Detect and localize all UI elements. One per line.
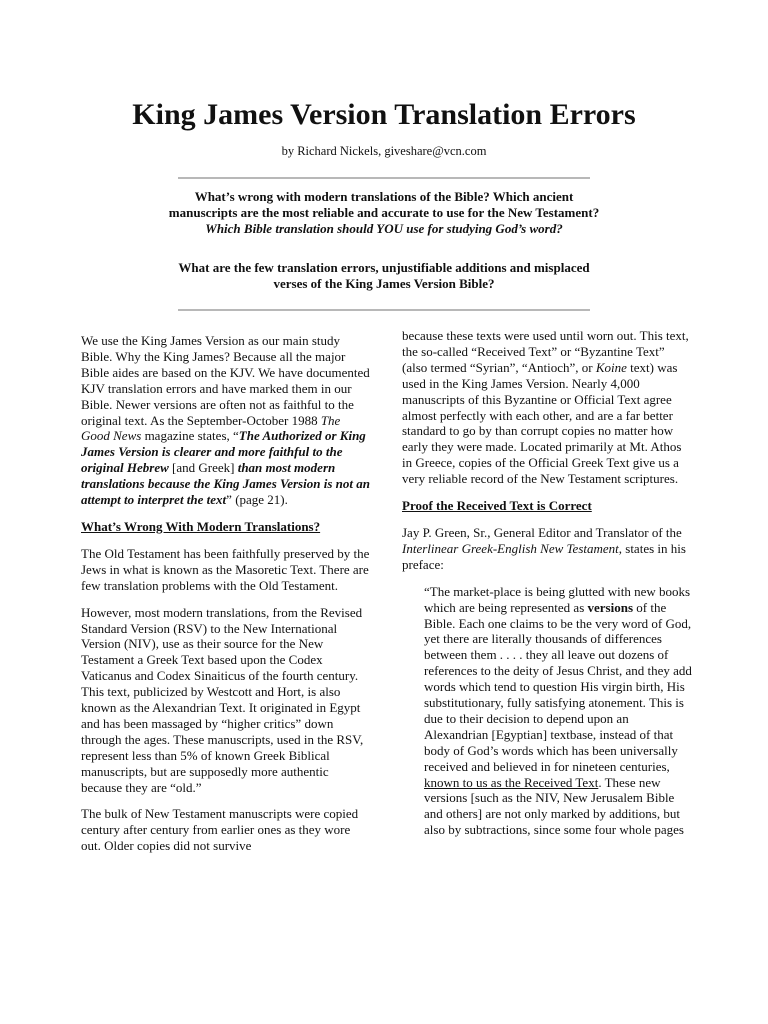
block-quote: [424, 584, 692, 839]
text: text) was used in the King James Version. Nearly 4,000 manuscripts of this Byzantine or Official Text agree almost perfectly with each other, and are a far better standard to go by than corrupt copies no matter how early they were made. Located primarily at Mt. Athos in Greece, copies of the Official Greek Text give us a very reliable record of the New Testament scriptures.: [402, 359, 682, 487]
underlined-text: known to us as the Received Text: [424, 774, 599, 790]
intro-line: What are the few translation errors, unjustifiable additions and misplaced: [178, 260, 590, 275]
text: of the Bible. Each one claims to be the very word of God, yet there are literally thousands of differences between them . . . . they all leave out dozens of references to the deity of Jesus Christ, and they add words which tend to question His virgin birth, His substitutionary, fully satisfying atonement. This is due to their decision to depend upon an Alexandrian [Egyptian] textbase, instead of that body of God’s words which has been universally received and believed in for nineteen centuries,: [424, 599, 692, 774]
bottom-divider: [178, 309, 590, 311]
paragraph: [81, 333, 371, 508]
text: We use the King James Version as our main study Bible. Why the King James? Because all the major Bible aides are based on the KJV. We have documented KJV translation errors and have marked them in our Bible. Newer versions are often not as faithful to the original text. As the September-October 1988: [81, 333, 370, 428]
text: “The market-place is being glutted with new books which are being represented as: [424, 583, 691, 615]
text: magazine states, “: [141, 428, 239, 444]
term: Koine: [595, 359, 627, 375]
paragraph: The bulk of New Testament manuscripts were copied century after century from earlier ones as they wore out. Older copies did not survive: [81, 806, 359, 854]
text: , states in his preface:: [402, 540, 686, 572]
text: . These new versions [such as the NIV, New Jerusalem Bible and others] are not only marked by additions, but also by subtractions, since some four whole pages: [424, 774, 684, 838]
author-byline: by Richard Nickels, giveshare@vcn.com: [281, 144, 487, 158]
quote: than most modern translations because the King James Version is not an attempt to interpret the text: [81, 460, 370, 508]
text: [and Greek]: [168, 460, 238, 476]
intro-line: manuscripts are the most reliable and accurate to use for the New Testament?: [168, 204, 600, 220]
quote: The Authorized or King James Version is clearer and more faithful to the original Hebrew: [81, 428, 366, 476]
paragraph: [402, 328, 692, 487]
right-column: [402, 328, 692, 838]
text: because these texts were used until worn out. This text, the so-called “Received Text” or “Byzantine Text” (also termed “Syrian”, “Antioch”, or: [402, 328, 689, 375]
section-heading: Proof the Received Text is Correct: [402, 498, 592, 514]
text: ” (page 21).: [226, 492, 288, 508]
intro-questions-1: [130, 189, 638, 236]
intro-questions-2: [130, 260, 638, 292]
emphasis: versions: [587, 599, 634, 615]
text: Jay P. Green, Sr., General Editor and Translator of the: [402, 524, 682, 540]
section-heading: What’s Wrong With Modern Translations?: [81, 518, 321, 534]
paragraph: [402, 525, 692, 573]
intro-line: verses of the King James Version Bible?: [273, 275, 495, 291]
paragraph: The Old Testament has been faithfully preserved by the Jews in what is known as the Masoretic Text. There are few translation problems with the Old Testament.: [81, 545, 370, 593]
intro-line: What’s wrong with modern translations of the Bible? Which ancient: [194, 189, 574, 204]
magazine-title: The Good News: [81, 412, 341, 444]
left-column: [81, 333, 371, 865]
intro-line: Which Bible translation should YOU use for studying God’s word?: [205, 220, 563, 236]
paragraph: However, most modern translations, from the Revised Standard Version (RSV) to the New International Version (NIV), use as their source for the New Testament a Greek Text based upon the Codex Vaticanus and Codex Sinaiticus of the fourth century. This text, publicized by Westcott and Hort, is also known as the Alexandrian Text. It originated in Egypt and has been massaged by “higher critics” down through the ages. These manuscripts, used in the RSV, represent less than 5% of known Greek Biblical manuscripts, but are supposedly more authentic because they are “old.”: [81, 604, 364, 795]
document-title: King James Version Translation Errors: [132, 98, 636, 131]
book-title: Interlinear Greek-English New Testament: [402, 540, 619, 556]
top-divider: [178, 177, 590, 179]
